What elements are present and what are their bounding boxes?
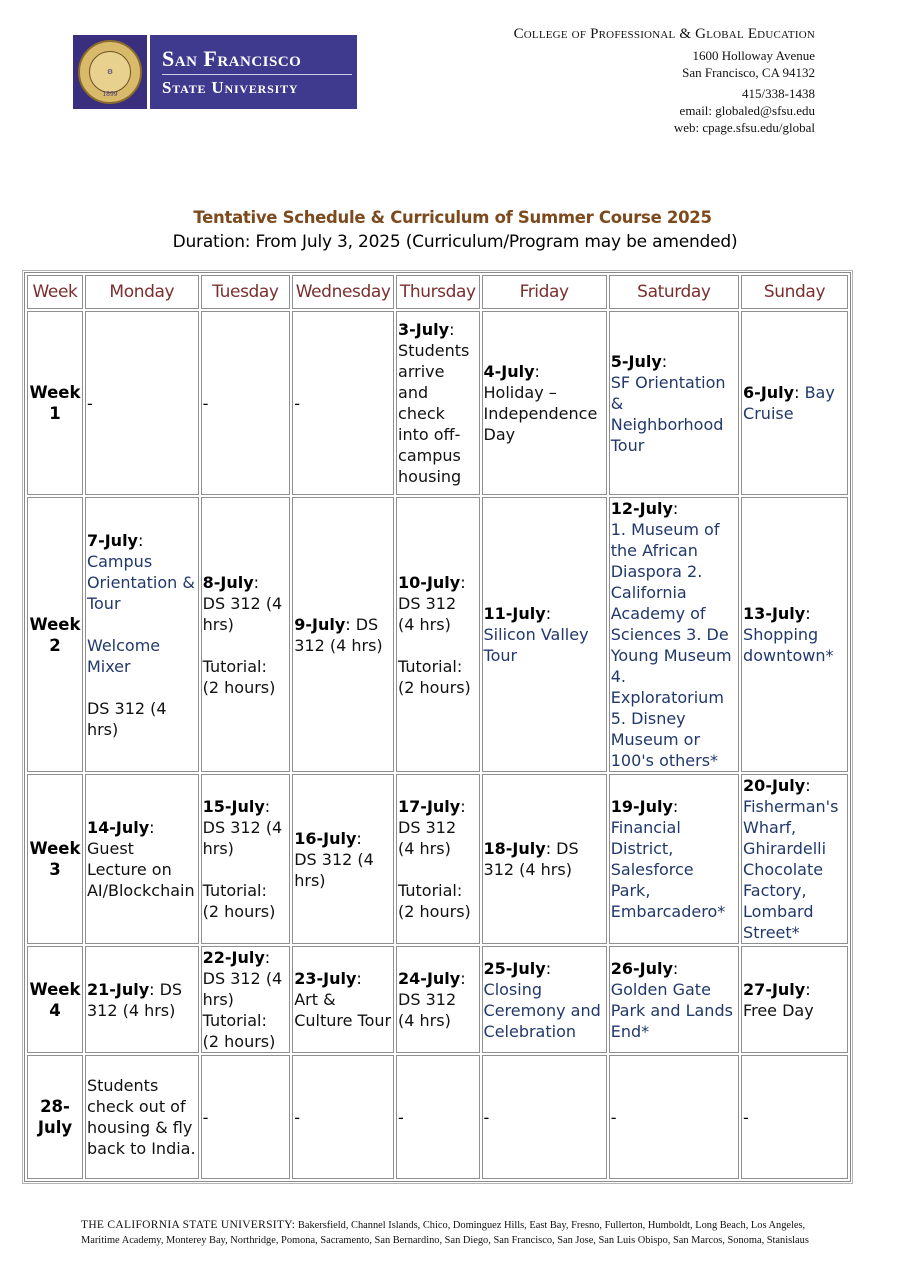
day-cell: - xyxy=(201,1055,291,1179)
date-label: 8-July xyxy=(202,572,254,592)
day-cell: 16-July: DS 312 (4 hrs) xyxy=(292,774,394,944)
day-cell: 3-July: Students arrive and check into off-campus housing xyxy=(396,311,479,495)
date-label: 14-July xyxy=(86,818,150,837)
day-cell: 17-July: DS 312 (4 hrs) Tutorial: (2 hours) xyxy=(396,774,479,944)
day-cell: - xyxy=(85,311,199,495)
activity-text: DS 312 (4 hrs) xyxy=(483,839,579,879)
activity-text: SF Orientation & Neighborhood Tour xyxy=(610,372,726,455)
week-label: Week 3 xyxy=(27,774,83,944)
activity-text: DS 312 (4 hrs) xyxy=(202,818,283,858)
activity-text: Art & Culture Tour xyxy=(294,990,392,1030)
date-label: 22-July xyxy=(202,948,265,967)
activity-text: Campus Orientation & Tour xyxy=(86,551,195,613)
header-tuesday: Tuesday xyxy=(201,275,291,309)
date-label: 3-July xyxy=(398,320,450,339)
week-label: Week 1 xyxy=(27,311,83,495)
activity-text: Tutorial: (2 hours) xyxy=(202,881,276,921)
document-subtitle: Duration: From July 3, 2025 (Curriculum/Program may be amended) xyxy=(172,232,738,252)
day-cell: 19-July: Financial District, Salesforce Park, Embarcadero* xyxy=(609,774,739,944)
activity-text: Tutorial: (2 hours) xyxy=(398,881,471,921)
day-cell: 15-July: DS 312 (4 hrs) Tutorial: (2 hours) xyxy=(201,774,291,944)
activity-text: Students check out of housing & fly back to India. xyxy=(86,1076,196,1158)
header-friday: Friday xyxy=(482,275,607,309)
city-state-zip: San Francisco, CA 94132 xyxy=(682,65,815,80)
date-label: 25-July xyxy=(483,958,546,978)
street-address: 1600 Holloway Avenue xyxy=(692,48,815,63)
day-cell: 25-July: Closing Ceremony and Celebration xyxy=(482,946,607,1053)
week-label: 28- July xyxy=(27,1055,83,1179)
day-cell: 22-July: DS 312 (4 hrs) Tutorial: (2 hours) xyxy=(201,946,291,1053)
date-label: 11-July xyxy=(483,604,546,623)
seal-box xyxy=(73,35,147,109)
sfsu-logo xyxy=(73,35,357,109)
day-cell: 18-July: DS 312 (4 hrs) xyxy=(482,774,607,944)
day-cell: 20-July: Fisherman's Wharf, Ghirardelli Chocolate Factory, Lombard Street* xyxy=(741,774,848,944)
date-label: 10-July xyxy=(398,572,461,592)
date-label: 19-July xyxy=(610,797,673,816)
university-seal-icon xyxy=(78,40,142,104)
date-label: 15-July xyxy=(202,797,265,816)
date-label: 24-July xyxy=(398,969,461,988)
day-cell: 8-July: DS 312 (4 hrs) Tutorial: (2 hours) xyxy=(201,497,291,772)
activity-text: DS 312 (4 hrs) xyxy=(398,818,457,858)
header-monday: Monday xyxy=(85,275,199,309)
activity-text: DS 312 (4 hrs) xyxy=(294,614,383,655)
activity-text: Fisherman's Wharf, Ghirardelli Chocolate Factory, Lombard Street* xyxy=(743,797,839,942)
day-cell: 10-July: DS 312 (4 hrs) Tutorial: (2 hours) xyxy=(396,497,479,772)
college-address-block xyxy=(514,26,815,136)
activity-text: 1. Museum of the African Diaspora 2. California Academy of Sciences 3. De Young Museum 4. Exploratorium 5. Disney Museum or 100's others* xyxy=(610,520,732,770)
document-title: Tentative Schedule & Curriculum of Summer Course 2025 xyxy=(193,208,712,227)
day-cell: 26-July: Golden Gate Park and Lands End* xyxy=(609,946,739,1053)
day-cell: 14-July: Guest Lecture on AI/Blockchain xyxy=(85,774,199,944)
day-cell: 23-July: Art & Culture Tour xyxy=(292,946,394,1053)
header-sunday: Sunday xyxy=(741,275,848,309)
day-cell: 7-July: Campus Orientation & Tour Welcome Mixer DS 312 (4 hrs) xyxy=(85,497,199,772)
logo-line-1: San Francisco xyxy=(162,45,302,71)
date-label: 5-July xyxy=(610,351,662,371)
week-label: Week 2 xyxy=(27,497,83,772)
header-thursday: Thursday xyxy=(396,275,479,309)
website: web: cpage.sfsu.edu/global xyxy=(673,120,815,135)
day-cell: 12-July: 1. Museum of the African Diaspora 2. California Academy of Sciences 3. De Young Museum 4. Exploratorium 5. Disney Museum or 100's others* xyxy=(609,497,739,772)
date-label: 13-July xyxy=(743,604,806,623)
header-week: Week xyxy=(27,275,83,309)
date-label: 9-July xyxy=(294,614,346,634)
table-row-week-2 xyxy=(27,497,848,772)
table-row-departure xyxy=(27,1055,848,1179)
day-cell: - xyxy=(396,1055,479,1179)
day-cell: 21-July: DS 312 (4 hrs) xyxy=(85,946,199,1053)
activity-text: Holiday – Independence Day xyxy=(483,383,598,444)
day-cell: 11-July: Silicon Valley Tour xyxy=(482,497,607,772)
date-label: 12-July xyxy=(610,499,673,518)
date-label: 26-July xyxy=(610,958,673,978)
activity-text: DS 312 (4 hrs) xyxy=(398,593,457,634)
activity-text: Free Day xyxy=(743,1000,814,1020)
seal-figure-icon: ⚙ xyxy=(89,51,131,93)
date-label: 17-July xyxy=(398,797,461,816)
activity-text: DS 312 (4 hrs) xyxy=(202,969,283,1009)
activity-text: Tutorial: (2 hours) xyxy=(202,1011,276,1051)
activity-text: Shopping downtown* xyxy=(743,625,834,665)
day-cell: - xyxy=(292,311,394,495)
college-name: College of Professional & Global Education xyxy=(513,26,815,42)
activity-text: Tutorial: (2 hours) xyxy=(202,656,276,697)
day-cell: 6-July: Bay Cruise xyxy=(741,311,848,495)
header-wednesday: Wednesday xyxy=(292,275,394,309)
date-label: 20-July xyxy=(743,776,806,795)
date-label: 18-July xyxy=(483,839,546,858)
day-cell: 5-July: SF Orientation & Neighborhood Tour xyxy=(609,311,739,495)
date-label: 23-July xyxy=(294,969,357,988)
day-cell: 4-July: Holiday – Independence Day xyxy=(482,311,607,495)
day-cell: - xyxy=(482,1055,607,1179)
phone-number: 415/338-1438 xyxy=(742,86,815,101)
day-cell: 24-July: DS 312 (4 hrs) xyxy=(396,946,479,1053)
activity-text: Financial District, Salesforce Park, Embarcadero* xyxy=(610,818,726,921)
date-label: 21-July xyxy=(86,979,150,999)
date-label: 4-July xyxy=(483,362,535,381)
activity-text: DS 312 (4 hrs) xyxy=(202,593,283,634)
campus-list-2: Maritime Academy, Monterey Bay, Northridge, Pomona, Sacramento, San Bernardino, San Diego, San Francisco, San Jose, San Luis Obispo, San Marcos, Sonoma, Stanislaus xyxy=(81,1235,809,1246)
activity-text: Golden Gate Park and Lands End* xyxy=(610,979,733,1041)
activity-text: Bay Cruise xyxy=(743,383,835,423)
activity-text: Tutorial: (2 hours) xyxy=(398,656,471,697)
campus-list-1: Bakersfield, Channel Islands, Chico, Dominguez Hills, East Bay, Fresno, Fullerton, Humboldt, Long Beach, Los Angeles, xyxy=(297,1220,806,1231)
activity-text: DS 312 (4 hrs) xyxy=(294,849,374,890)
csu-system-name: THE CALIFORNIA STATE UNIVERSITY: xyxy=(81,1219,296,1231)
activity-text: DS 312 (4 hrs) xyxy=(86,979,183,1020)
logo-wordmark xyxy=(150,35,357,109)
activity-text: Students arrive and check into off-campus housing xyxy=(398,341,470,486)
table-row-week-1 xyxy=(27,311,848,495)
table-row-week-4 xyxy=(27,946,848,1053)
activity-text: Closing Ceremony and Celebration xyxy=(483,979,601,1041)
week-label: Week 4 xyxy=(27,946,83,1053)
header-row xyxy=(27,275,848,309)
date-label: 7-July xyxy=(86,530,138,550)
table-row-week-3 xyxy=(27,774,848,944)
day-cell xyxy=(85,1055,199,1179)
csu-footer xyxy=(81,1218,871,1248)
logo-divider xyxy=(162,74,352,75)
seal-year: 1899 xyxy=(102,91,118,98)
date-label: 27-July xyxy=(743,979,806,999)
day-cell: - xyxy=(741,1055,848,1179)
activity-text: DS 312 (4 hrs) xyxy=(398,990,457,1030)
activity-text: Guest Lecture on AI/Blockchain xyxy=(86,839,195,900)
activity-text: Welcome Mixer xyxy=(86,635,161,676)
day-cell: - xyxy=(201,311,291,495)
email-address: email: globaled@sfsu.edu xyxy=(679,103,815,118)
activity-text: Silicon Valley Tour xyxy=(483,625,589,665)
logo-line-2: State University xyxy=(162,77,299,97)
date-label: 6-July xyxy=(743,383,795,402)
day-cell: - xyxy=(609,1055,739,1179)
date-label: 16-July xyxy=(294,828,357,848)
day-cell: - xyxy=(292,1055,394,1179)
schedule-table xyxy=(24,272,851,1182)
activity-text: DS 312 (4 hrs) xyxy=(86,698,167,739)
day-cell: 13-July: Shopping downtown* xyxy=(741,497,848,772)
header-saturday: Saturday xyxy=(609,275,739,309)
day-cell: 27-July: Free Day xyxy=(741,946,848,1053)
day-cell: 9-July: DS 312 (4 hrs) xyxy=(292,497,394,772)
